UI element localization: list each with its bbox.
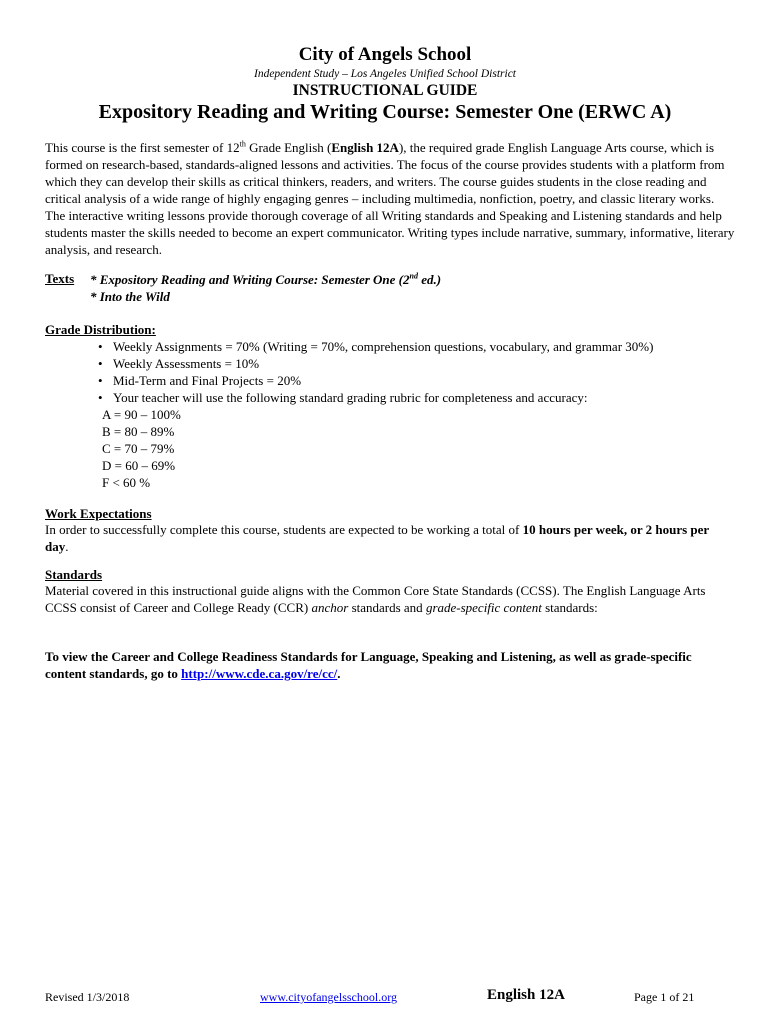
text-item-1 xyxy=(90,271,441,288)
school-name: City of Angels School xyxy=(298,44,472,65)
cde-standards-link[interactable]: http://www.cde.ca.gov/re/cc/ xyxy=(181,666,338,681)
work-expectations-text xyxy=(45,521,735,555)
text-item-1-b: ed.) xyxy=(417,272,442,287)
grade-scale-row: C = 70 – 79% xyxy=(102,441,175,456)
link-note-end: . xyxy=(337,666,341,681)
work-text-1: In order to successfully complete this course, students are expected to be working a total of xyxy=(45,522,523,537)
standards-text xyxy=(45,582,735,616)
grade-bullet-text: Mid-Term and Final Projects = 20% xyxy=(113,373,302,388)
intro-sup: th xyxy=(239,139,246,149)
grade-bullet xyxy=(98,389,653,406)
text-item-1-sup: nd xyxy=(409,271,418,281)
intro-part3: ), the required grade English Language Arts course, which is formed on research-based, standards-aligned lessons and activities. The focus of the course provides students with a platform from which they can develop their skills as critical thinkers, readers, and writers. The course guides students in the close reading and critical analysis of a wide range of highly engaging genres – including multimedia, nonfiction, poetry, and classic literary works. The interactive writing lessons provide thorough coverage of all Writing standards and Speaking and Listening standards and help students master the skills needed to become an expert communicator. Writing types include narrative, summary, informative, literary analysis, and research. xyxy=(45,140,735,257)
work-expectations-heading: Work Expectations xyxy=(45,506,152,521)
grade-bullet xyxy=(98,338,653,355)
standards-text-3: standards: xyxy=(541,600,598,615)
text-item-2: * Into the Wild xyxy=(90,289,170,304)
footer-website-link[interactable]: www.cityofangelsschool.org xyxy=(260,990,397,1004)
grade-bullet xyxy=(98,355,653,372)
intro-paragraph xyxy=(45,139,735,258)
footer-course-name: English 12A xyxy=(487,987,565,1003)
bullet-dot-icon: • xyxy=(98,356,103,371)
texts-label: Texts xyxy=(45,271,75,286)
grade-bullet-text: Weekly Assessments = 10% xyxy=(113,356,260,371)
standards-anchor: anchor xyxy=(311,600,349,615)
bullet-dot-icon: • xyxy=(98,373,103,388)
grade-scale-row: A = 90 – 100% xyxy=(102,407,181,422)
standards-text-2: standards and xyxy=(348,600,426,615)
grade-bullet xyxy=(98,372,653,389)
bullet-dot-icon: • xyxy=(98,339,103,354)
intro-part1: This course is the first semester of 12 xyxy=(45,140,240,155)
footer-page-number: Page 1 of 21 xyxy=(634,990,695,1004)
standards-link-note xyxy=(45,648,735,682)
standards-grade-specific: grade-specific content xyxy=(425,600,542,615)
work-hours: 10 hours per week, or 2 hours per day xyxy=(45,522,709,554)
grade-distribution-heading xyxy=(45,321,156,338)
link-note-text: To view the Career and College Readiness Standards for Language, Speaking and Listening, as well as grade-specific content standards, go to xyxy=(45,649,692,681)
intro-course-code: English 12A xyxy=(331,140,399,155)
footer-revised-date: Revised 1/3/2018 xyxy=(45,990,130,1004)
grade-heading-text: Grade Distribution xyxy=(45,322,152,337)
bullet-dot-icon: • xyxy=(98,390,103,405)
grade-bullet-list xyxy=(98,338,653,406)
texts-list xyxy=(90,271,441,305)
grade-scale-row: D = 60 – 69% xyxy=(102,458,176,473)
standards-heading: Standards xyxy=(45,567,103,582)
grade-scale-row: F < 60 % xyxy=(102,475,151,490)
grade-bullet-text: Your teacher will use the following standard grading rubric for completeness and accuracy: xyxy=(113,390,588,405)
grade-scale-row: B = 80 – 89% xyxy=(102,424,175,439)
intro-part2: Grade English ( xyxy=(245,140,332,155)
work-text-2: . xyxy=(65,539,69,554)
course-title: Expository Reading and Writing Course: Semester One (ERWC A) xyxy=(98,101,672,123)
text-item-1-a: * Expository Reading and Writing Course: Semester One (2 xyxy=(90,272,410,287)
standards-text-1: Material covered in this instructional guide aligns with the Common Core State Standards (CCSS). The English Language Arts CCSS consist of Career and College Ready (CCR) xyxy=(45,583,706,615)
guide-heading: INSTRUCTIONAL GUIDE xyxy=(292,82,478,99)
grading-scale xyxy=(102,406,181,491)
grade-heading-colon: : xyxy=(151,322,156,337)
district-subtitle: Independent Study – Los Angeles Unified School District xyxy=(253,68,516,80)
grade-bullet-text: Weekly Assignments = 70% (Writing = 70%, comprehension questions, vocabulary, and grammar 30%) xyxy=(113,339,654,354)
